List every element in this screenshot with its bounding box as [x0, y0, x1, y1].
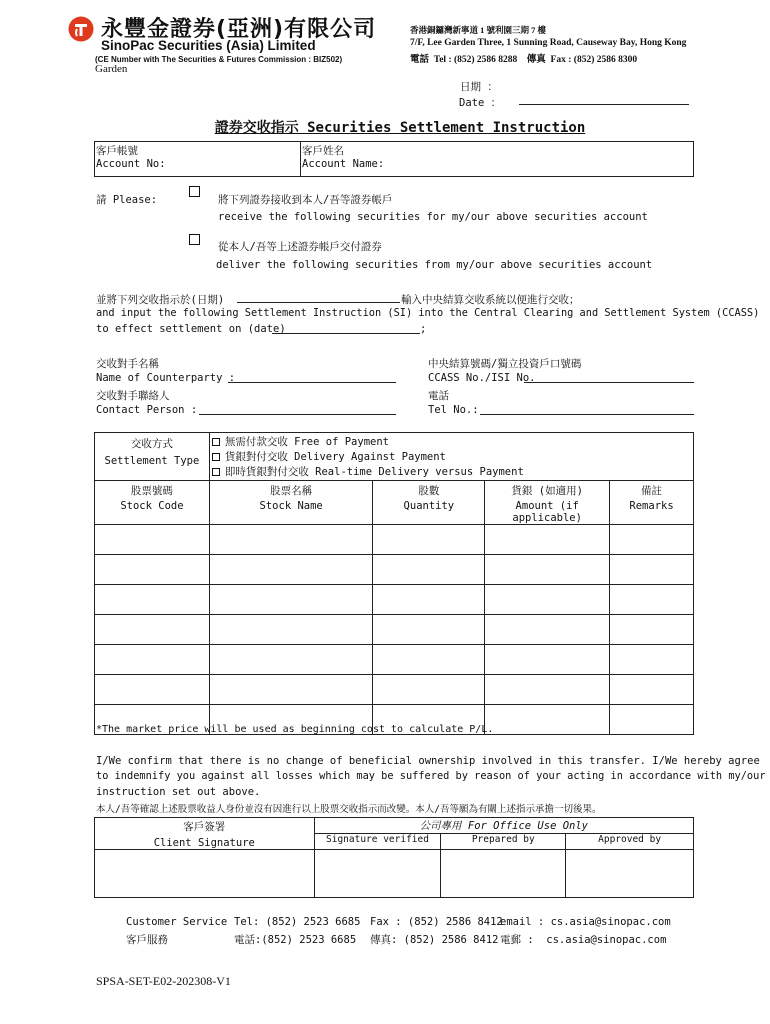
settlement-table — [94, 432, 694, 735]
col-amount: 貨銀 (如適用) Amount (if applicable) — [485, 481, 610, 525]
quantity-cell[interactable] — [373, 615, 485, 645]
stock-code-cell[interactable] — [95, 645, 210, 675]
date-label-cn: 日期 ： — [460, 81, 498, 93]
ce-number: (CE Number with The Securities & Futures Commission : BIZ502) — [95, 55, 343, 64]
settlement-type-cn: 交收方式 — [130, 438, 173, 450]
deliver-label-en: deliver the following securities from my/our above securities account — [216, 259, 653, 271]
stock-code-cell[interactable] — [95, 675, 210, 705]
quantity-cell[interactable] — [373, 585, 485, 615]
free-of-payment-checkbox[interactable] — [212, 438, 220, 446]
account-name-field[interactable] — [385, 155, 685, 171]
instruction-en-1: and input the following Settlement Instruction (SI) into the Central Clearing and Settlement System (CCASS) — [96, 307, 760, 319]
stock-code-cell[interactable] — [95, 555, 210, 585]
instruction-cn-b: 輸入中央結算交收系統以便進行交收； — [401, 294, 580, 306]
counterparty-contact-field[interactable] — [199, 414, 396, 415]
account-no-field[interactable] — [170, 155, 295, 171]
stock-name-cell[interactable] — [209, 645, 373, 675]
approved-by-field[interactable] — [566, 850, 694, 898]
confirm-cn: 本人/吾等確認上述股票收益人身份並沒有因進行以上股票交收指示而改變。本人/吾等願為有關上述指示承擔一切後果。 — [96, 804, 602, 815]
instruction-date-field[interactable] — [237, 302, 400, 303]
quantity-cell[interactable] — [373, 675, 485, 705]
ccass-label-en: CCASS No./ISI No. — [428, 372, 536, 384]
confirm-en-1: I/We confirm that there is no change of beneficial ownership involved in this transfer. I/We hereby agree — [96, 755, 760, 767]
amount-cell[interactable] — [485, 705, 610, 735]
remarks-cell[interactable] — [610, 645, 694, 675]
tel-field[interactable] — [480, 414, 694, 415]
date-field[interactable] — [519, 104, 689, 105]
table-row — [95, 585, 694, 615]
ccass-field[interactable] — [524, 382, 694, 383]
amount-cell[interactable] — [485, 645, 610, 675]
instruction-en-2-end: ; — [420, 323, 427, 335]
quantity-cell[interactable] — [373, 555, 485, 585]
signature-verified-header: Signature verified — [314, 834, 441, 850]
counterparty-name-cn: 交收對手名稱 — [96, 358, 159, 370]
client-signature-header — [95, 818, 315, 850]
account-name-label-cn: 客戶姓名 — [302, 145, 344, 157]
remarks-cell[interactable] — [610, 615, 694, 645]
rdvp-checkbox[interactable] — [212, 468, 220, 476]
footer-tel-en: Tel: (852) 2523 6685 — [234, 916, 361, 928]
office-use-header: 公司專用 For Office Use Only — [314, 818, 693, 834]
date-label-en: Date ： — [459, 97, 502, 109]
account-no-label-cn: 客戶帳號 — [96, 145, 138, 157]
instruction-en-2: to effect settlement on (date) — [96, 323, 286, 335]
col-stock-name: 股票名稱 Stock Name — [209, 481, 373, 525]
column-header-row — [95, 481, 694, 525]
confirm-en-2: to indemnify you against all losses which may be suffered by reason of your acting in accordance with my/our — [96, 770, 766, 782]
settlement-type-row — [95, 433, 694, 481]
stock-code-cell[interactable] — [95, 615, 210, 645]
deliver-label-cn: 從本人/吾等上述證券帳戶交付證券 — [218, 241, 382, 253]
ccass-label-cn: 中央結算號碼/獨立投資戶口號碼 — [428, 358, 582, 370]
rdvp-option[interactable] — [212, 465, 693, 480]
receive-label-cn: 將下列證券接收到本人/吾等證券帳戶 — [218, 194, 393, 206]
address-en: 7/F, Lee Garden Three, 1 Sunning Road, Causeway Bay, Hong Kong — [410, 38, 687, 48]
counterparty-name-en: Name of Counterparty : — [96, 372, 236, 384]
table-row — [95, 675, 694, 705]
stock-name-cell[interactable] — [209, 675, 373, 705]
header-contact: 電話 Tel : (852) 2586 8288 傳真 Fax : (852) 2586 8300 — [410, 55, 638, 65]
form-title: 證券交收指示 Securities Settlement Instruction — [214, 120, 586, 136]
remarks-cell[interactable] — [610, 675, 694, 705]
amount-cell[interactable] — [485, 615, 610, 645]
quantity-cell[interactable] — [373, 525, 485, 555]
amount-cell[interactable] — [485, 675, 610, 705]
please-label: 請 Please: — [96, 194, 158, 206]
stock-code-cell[interactable] — [95, 525, 210, 555]
stock-name-cell[interactable] — [209, 585, 373, 615]
free-of-payment-option[interactable] — [212, 435, 693, 450]
client-signature-label-en: Client Signature — [153, 837, 255, 849]
receive-checkbox[interactable] — [189, 186, 200, 197]
counterparty-contact-en: Contact Person : — [96, 404, 198, 416]
remarks-cell[interactable] — [610, 585, 694, 615]
remarks-cell[interactable] — [610, 525, 694, 555]
footer-cs-cn: 客戶服務 — [126, 934, 168, 946]
table-row — [95, 555, 694, 585]
account-divider — [300, 141, 301, 177]
prepared-by-field[interactable] — [441, 850, 566, 898]
remarks-cell[interactable] — [610, 555, 694, 585]
col-remarks: 備註 Remarks — [610, 481, 694, 525]
company-name-cn: 永豐金證券(亞洲)有限公司 — [101, 17, 377, 42]
signature-verified-field[interactable] — [314, 850, 441, 898]
client-signature-field[interactable] — [95, 850, 315, 898]
tel-label-en: Tel No.: — [428, 404, 479, 416]
dap-label: 貨銀對付交收 Delivery Against Payment — [224, 451, 446, 463]
dap-checkbox[interactable] — [212, 453, 220, 461]
garden-fragment: Garden — [95, 63, 128, 75]
confirm-en-3: instruction set out above. — [96, 786, 261, 798]
footer-email-en: email : cs.asia@sinopac.com — [500, 916, 671, 928]
counterparty-name-field[interactable] — [228, 382, 396, 383]
stock-name-cell[interactable] — [209, 555, 373, 585]
table-row — [95, 525, 694, 555]
approved-by-header: Approved by — [566, 834, 694, 850]
footer-fax-en: Fax : (852) 2586 8412 — [370, 916, 503, 928]
deliver-checkbox[interactable] — [189, 234, 200, 245]
table-row — [95, 615, 694, 645]
col-stock-code: 股票號碼 Stock Code — [95, 481, 210, 525]
instruction-cn-a: 並將下列交收指示於(日期) — [96, 294, 225, 306]
company-name-en: SinoPac Securities (Asia) Limited — [101, 38, 316, 53]
free-of-payment-label: 無需付款交收 Free of Payment — [224, 436, 389, 448]
client-signature-label-cn: 客戶簽署 — [183, 821, 226, 833]
stock-name-cell[interactable] — [209, 615, 373, 645]
amount-cell[interactable] — [485, 525, 610, 555]
receive-label-en: receive the following securities for my/our above securities account — [218, 211, 648, 223]
settlement-type-en: Settlement Type — [104, 455, 200, 467]
account-name-label-en: Account Name: — [302, 158, 385, 170]
settlement-type-label — [95, 433, 210, 481]
tel-label-cn: 電話 — [428, 390, 449, 402]
stock-name-cell[interactable] — [209, 525, 373, 555]
footer-cs-en: Customer Service — [126, 916, 228, 928]
market-price-footnote: *The market price will be used as beginning cost to calculate P/L. — [96, 724, 494, 735]
sinopac-logo-icon — [68, 16, 94, 42]
account-no-label-en: Account No: — [96, 158, 166, 170]
remarks-cell[interactable] — [610, 705, 694, 735]
col-quantity: 股數 Quantity — [373, 481, 485, 525]
table-row — [95, 645, 694, 675]
settlement-date-field[interactable] — [272, 333, 420, 334]
company-logo — [68, 16, 94, 42]
quantity-cell[interactable] — [373, 645, 485, 675]
rdvp-label: 即時貨銀對付交收 Real-time Delivery versus Payment — [224, 466, 524, 478]
amount-cell[interactable] — [485, 555, 610, 585]
prepared-by-header: Prepared by — [441, 834, 566, 850]
footer-email-cn: 電郵 : cs.asia@sinopac.com — [500, 934, 667, 946]
signature-table — [94, 817, 694, 898]
footer-fax-cn: 傳真: (852) 2586 8412 — [370, 934, 499, 946]
form-code: SPSA-SET-E02-202308-V1 — [96, 974, 231, 988]
footer-tel-cn: 電話:(852) 2523 6685 — [234, 934, 357, 946]
dap-option[interactable] — [212, 450, 693, 465]
counterparty-contact-cn: 交收對手聯絡人 — [96, 390, 170, 402]
address-cn: 香港銅鑼灣新寧道 1 號利園三期 7 樓 — [410, 25, 547, 35]
settlement-type-options — [209, 433, 693, 481]
amount-cell[interactable] — [485, 585, 610, 615]
stock-code-cell[interactable] — [95, 585, 210, 615]
